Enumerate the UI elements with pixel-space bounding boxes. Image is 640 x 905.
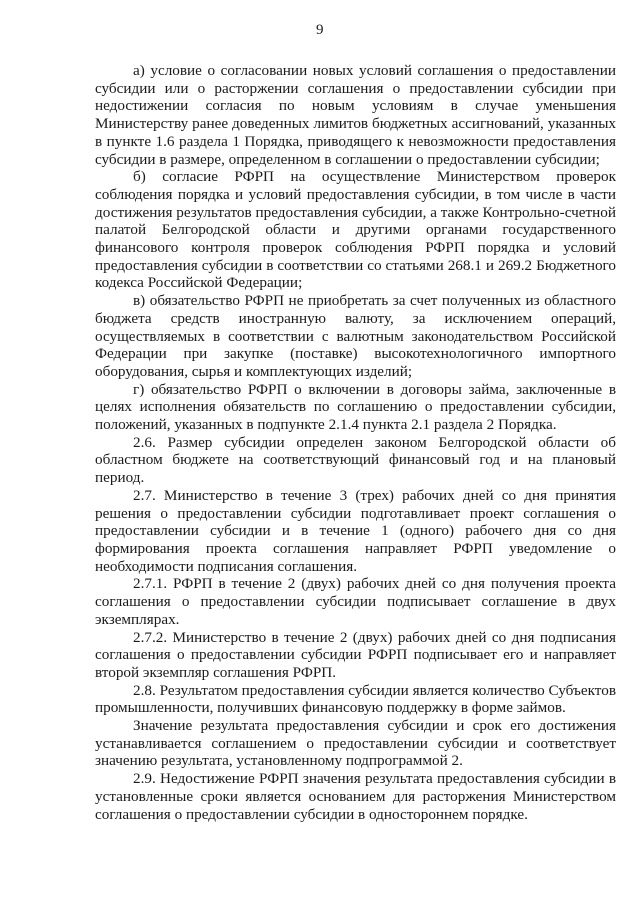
paragraph-consent-b: б) согласие РФРП на осуществление Министерством проверок соблюдения порядка и условий предоставления субсидии, в том числе в части достижения результатов предоставления субсидии, а также Контрольно-счетной палатой Белгородской области и другими органами государственного финансового контроля проверок соблюдения РФРП порядка и условий предоставления субсидии в соответствии со статьями 268.1 и 269.2 Бюджетного кодекса Российской Федерации; [95,168,616,292]
paragraph-2-7: 2.7. Министерство в течение 3 (трех) рабочих дней со дня принятия решения о предоставлении субсидии подготавливает проект соглашения о предоставлении субсидии и в течение 1 (одного) рабочего дня со дня формирования проекта соглашения направляет РФРП уведомление о необходимости подписания соглашения. [95,486,616,575]
paragraph-2-9: 2.9. Недостижение РФРП значения результата предоставления субсидии в установленные сроки является основанием для расторжения Министерством соглашения о предоставлении субсидии в одностороннем порядке. [95,770,616,823]
paragraph-2-7-1: 2.7.1. РФРП в течение 2 (двух) рабочих дней со дня получения проекта соглашения о предоставлении субсидии подписывает соглашение в двух экземплярах. [95,575,616,628]
paragraph-condition-a: а) условие о согласовании новых условий соглашения о предоставлении субсидии или о расторжении соглашения о предоставлении субсидии при недостижении согласия по новым условиям в случае уменьшения Министерству ранее доведенных лимитов бюджетных ассигнований, указанных в пункте 1.6 раздела 1 Порядка, приводящего к невозможности предоставления субсидии в размере, определенном в соглашении о предоставлении субсидии; [95,62,616,168]
page-number: 9 [316,22,324,38]
paragraph-obligation-g: г) обязательство РФРП о включении в договоры займа, заключенные в целях исполнения обязательств по соглашению о предоставлении субсидии, положений, указанных в подпункте 2.1.4 пункта 2.1 раздела 2 Порядка. [95,380,616,434]
paragraph-result-value: Значение результата предоставления субсидии и срок его достижения устанавливается соглашением о предоставлении субсидии и соответствует значению результата, установленному подпрограммой 2. [95,717,616,770]
paragraph-obligation-v: в) обязательство РФРП не приобретать за счет полученных из областного бюджета средств иностранную валюту, за исключением операций, осуществляемых в соответствии с валютным законодательством Российской Федерации при закупке (поставке) высокотехнологичного импортного оборудования, сырья и комплектующих изделий; [95,292,616,380]
paragraph-2-7-2: 2.7.2. Министерство в течение 2 (двух) рабочих дней со дня подписания соглашения о предоставлении субсидии РФРП подписывает его и направляет второй экземпляр соглашения РФРП. [95,628,616,681]
paragraph-2-8: 2.8. Результатом предоставления субсидии является количество Субъектов промышленности, получивших финансовую поддержку в форме займов. [95,681,616,717]
paragraph-2-6: 2.6. Размер субсидии определен законом Белгородской области об областном бюджете на соответствующий финансовый год и на плановый период. [95,433,616,487]
document-body [95,62,616,823]
